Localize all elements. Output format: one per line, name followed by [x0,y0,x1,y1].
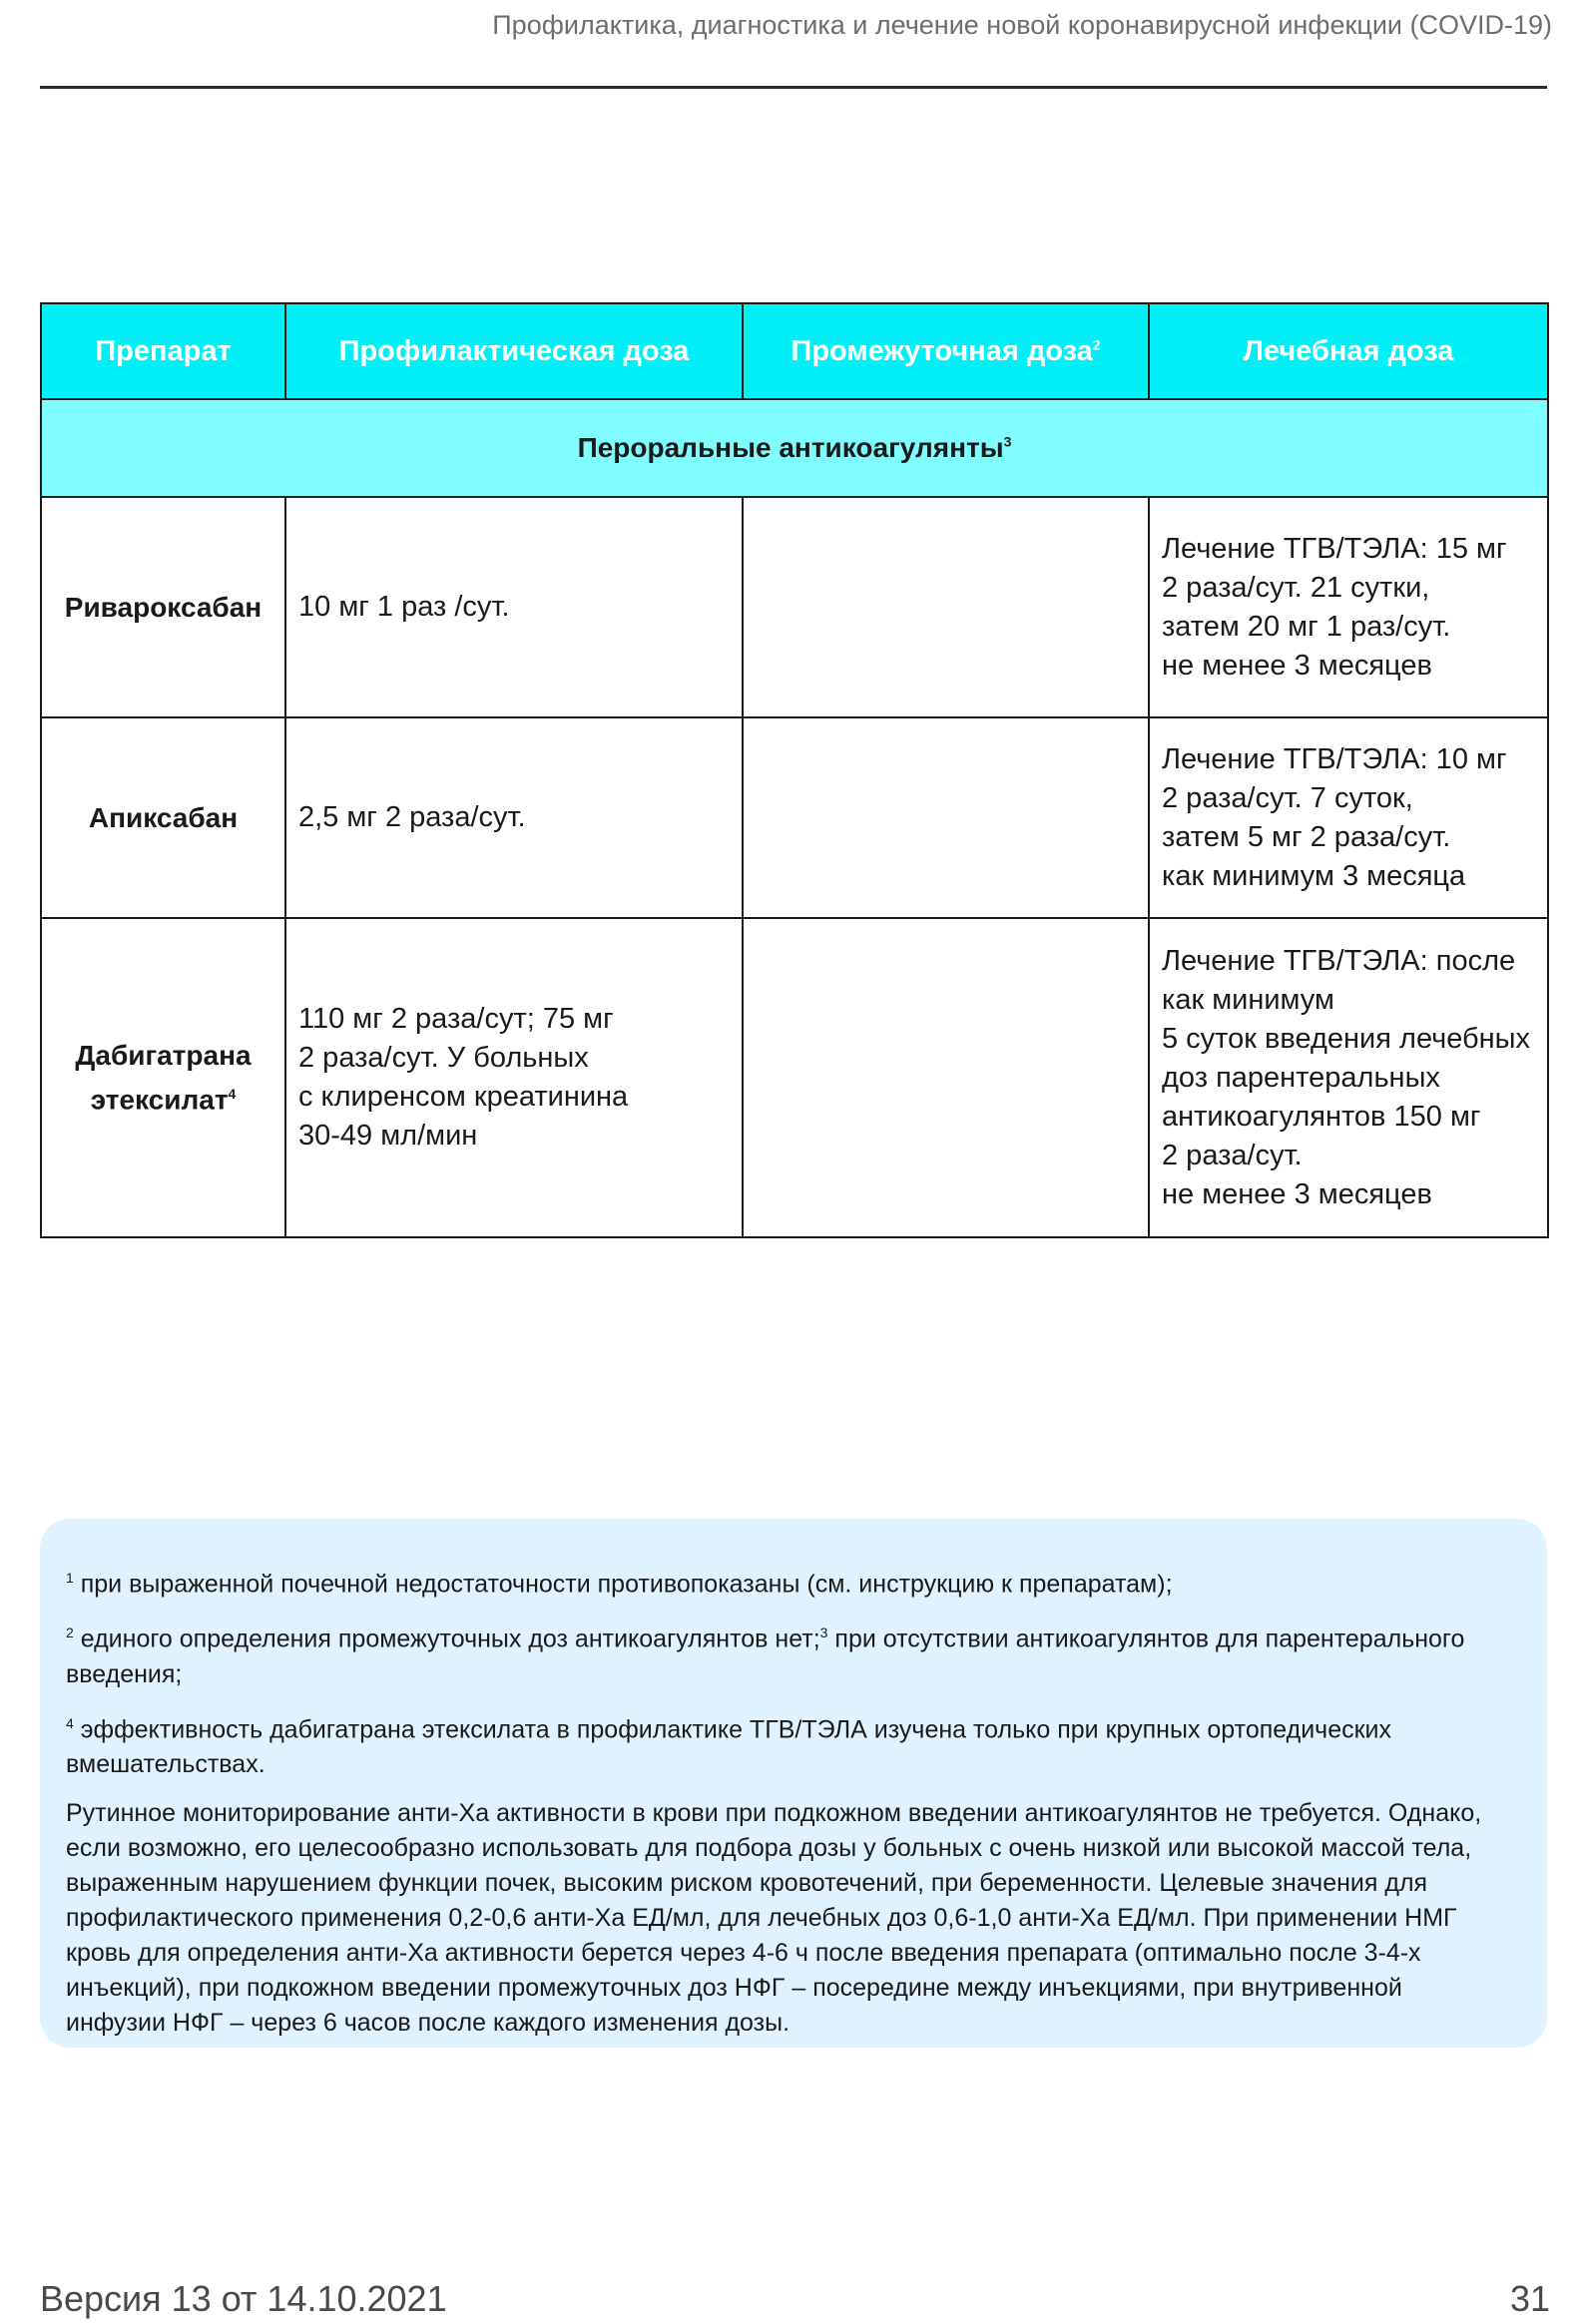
footnote-4 [66,1706,1507,1782]
anticoagulant-dose-table [40,302,1549,1238]
dose-line: Лечение ТГВ/ТЭЛА: 15 мг [1162,532,1507,565]
col-header-drug: Препарат [41,303,285,399]
dose-line: антикоагулянтов 150 мг [1162,1100,1481,1133]
table-row [41,717,1548,918]
prophylactic-dose [285,918,743,1237]
table-header-row [41,303,1548,399]
dose-line: затем 5 мг 2 раза/сут. [1162,820,1451,853]
col-header-therapeutic: Лечебная доза [1149,303,1548,399]
dose-line: 2,5 мг 2 раза/сут. [298,801,526,833]
footnote-text: эффективность дабигатрана этексилата в профилактике ТГВ/ТЭЛА изучена только при крупных ортопедических вмешательствах. [66,1714,1391,1778]
table-row [41,918,1548,1237]
col-header-intermediate-label: Промежуточная доза [790,334,1093,367]
footnote-1 [66,1561,1507,1602]
therapeutic-dose [1149,497,1548,717]
section-row [41,399,1548,497]
footnote-ref: 4 [228,1085,237,1102]
drug-name: Ривароксабан [41,497,285,717]
footnote-marker: 4 [66,1714,74,1731]
drug-name-line: Дабигатрана [75,1039,252,1071]
dose-line: 110 мг 2 раза/сут; 75 мг [298,1003,614,1035]
dose-line: не менее 3 месяцев [1162,1177,1432,1210]
dose-line: как минимум 3 месяца [1162,859,1466,892]
footnote-2-3 [66,1616,1507,1691]
footnote-text: единого определения промежуточных доз антикоагулянтов нет; [73,1625,820,1653]
footnote-marker: 2 [66,1625,74,1641]
drug-name [41,918,285,1237]
running-header: Профилактика, диагностика и лечение новой коронавирусной инфекции (COVID-19) [492,10,1552,40]
footnotes-box [40,1519,1547,2048]
footnote-marker: 3 [819,1625,828,1641]
dose-line: 2 раза/сут. [1162,1139,1303,1171]
page-number: 31 [1509,2278,1550,2319]
col-header-prophylactic: Профилактическая доза [285,303,743,399]
intermediate-dose [743,497,1149,717]
dose-line: 2 раза/сут. 21 сутки, [1162,571,1430,604]
prophylactic-dose [285,497,743,717]
section-label: Пероральные антикоагулянты [577,432,1004,463]
footnote-text: при отсутствии антикоагулянтов для парентерального введения; [66,1625,1465,1688]
dose-line: доз парентеральных [1162,1061,1440,1094]
section-oral-anticoagulants [41,399,1548,497]
dose-line: Лечение ТГВ/ТЭЛА: 10 мг [1162,742,1507,775]
therapeutic-dose [1149,918,1548,1237]
footnote-ref: 2 [1092,335,1101,352]
dose-line: 10 мг 1 раз /сут. [298,591,510,623]
dose-line: затем 20 мг 1 раз/сут. [1162,610,1451,643]
footnote-marker: 1 [66,1570,74,1586]
dose-line: 2 раза/сут. 7 суток, [1162,781,1413,814]
dose-line: не менее 3 месяцев [1162,649,1432,682]
therapeutic-dose [1149,717,1548,918]
drug-name-part: этексилат [90,1084,229,1116]
dose-line: 2 раза/сут. У больных [298,1042,589,1074]
dose-line: 30-49 мл/мин [298,1120,478,1152]
footnote-text: при выраженной почечной недостаточности противопоказаны (см. инструкцию к препаратам); [73,1570,1173,1599]
dose-line: с клиренсом креатинина [298,1081,629,1113]
intermediate-dose [743,717,1149,918]
prophylactic-dose [285,717,743,918]
drug-name-line [54,1075,272,1119]
version-label: Версия 13 от 14.10.2021 [40,2278,447,2319]
monitoring-note: Рутинное мониторирование анти-Ха активности в крови при подкожном введении антикоагулянтов не требуется. Однако, если возможно, его целесообразно использовать для подбора дозы у больных с очень низкой или высокой массой тела, выраженным нарушением функции почек, высоким риском кровотечений, при беременности. Целевые значения для профилактического применения 0,2-0,6 анти-Ха ЕД/мл, для лечебных доз 0,6-1,0 анти-Ха ЕД/мл. При применении НМГ кровь для определения анти-Ха активности берется через 4-6 ч после введения препарата (оптимально после 3-4-х инъекций), при подкожном введении промежуточных доз НФГ – посередине между инъекциями, при внутривенной инфузии НФГ – через 6 часов после каждого изменения дозы. [66,1798,1482,2037]
dose-line: 5 суток введения лечебных [1162,1022,1530,1055]
col-header-intermediate [743,303,1149,399]
footnote-ref: 3 [1003,433,1012,450]
table-row [41,497,1548,717]
drug-name: Апиксабан [41,717,285,918]
dose-line: как минимум [1162,983,1334,1016]
dose-line: Лечение ТГВ/ТЭЛА: после [1162,944,1516,977]
header-divider [40,86,1547,89]
intermediate-dose [743,918,1149,1237]
